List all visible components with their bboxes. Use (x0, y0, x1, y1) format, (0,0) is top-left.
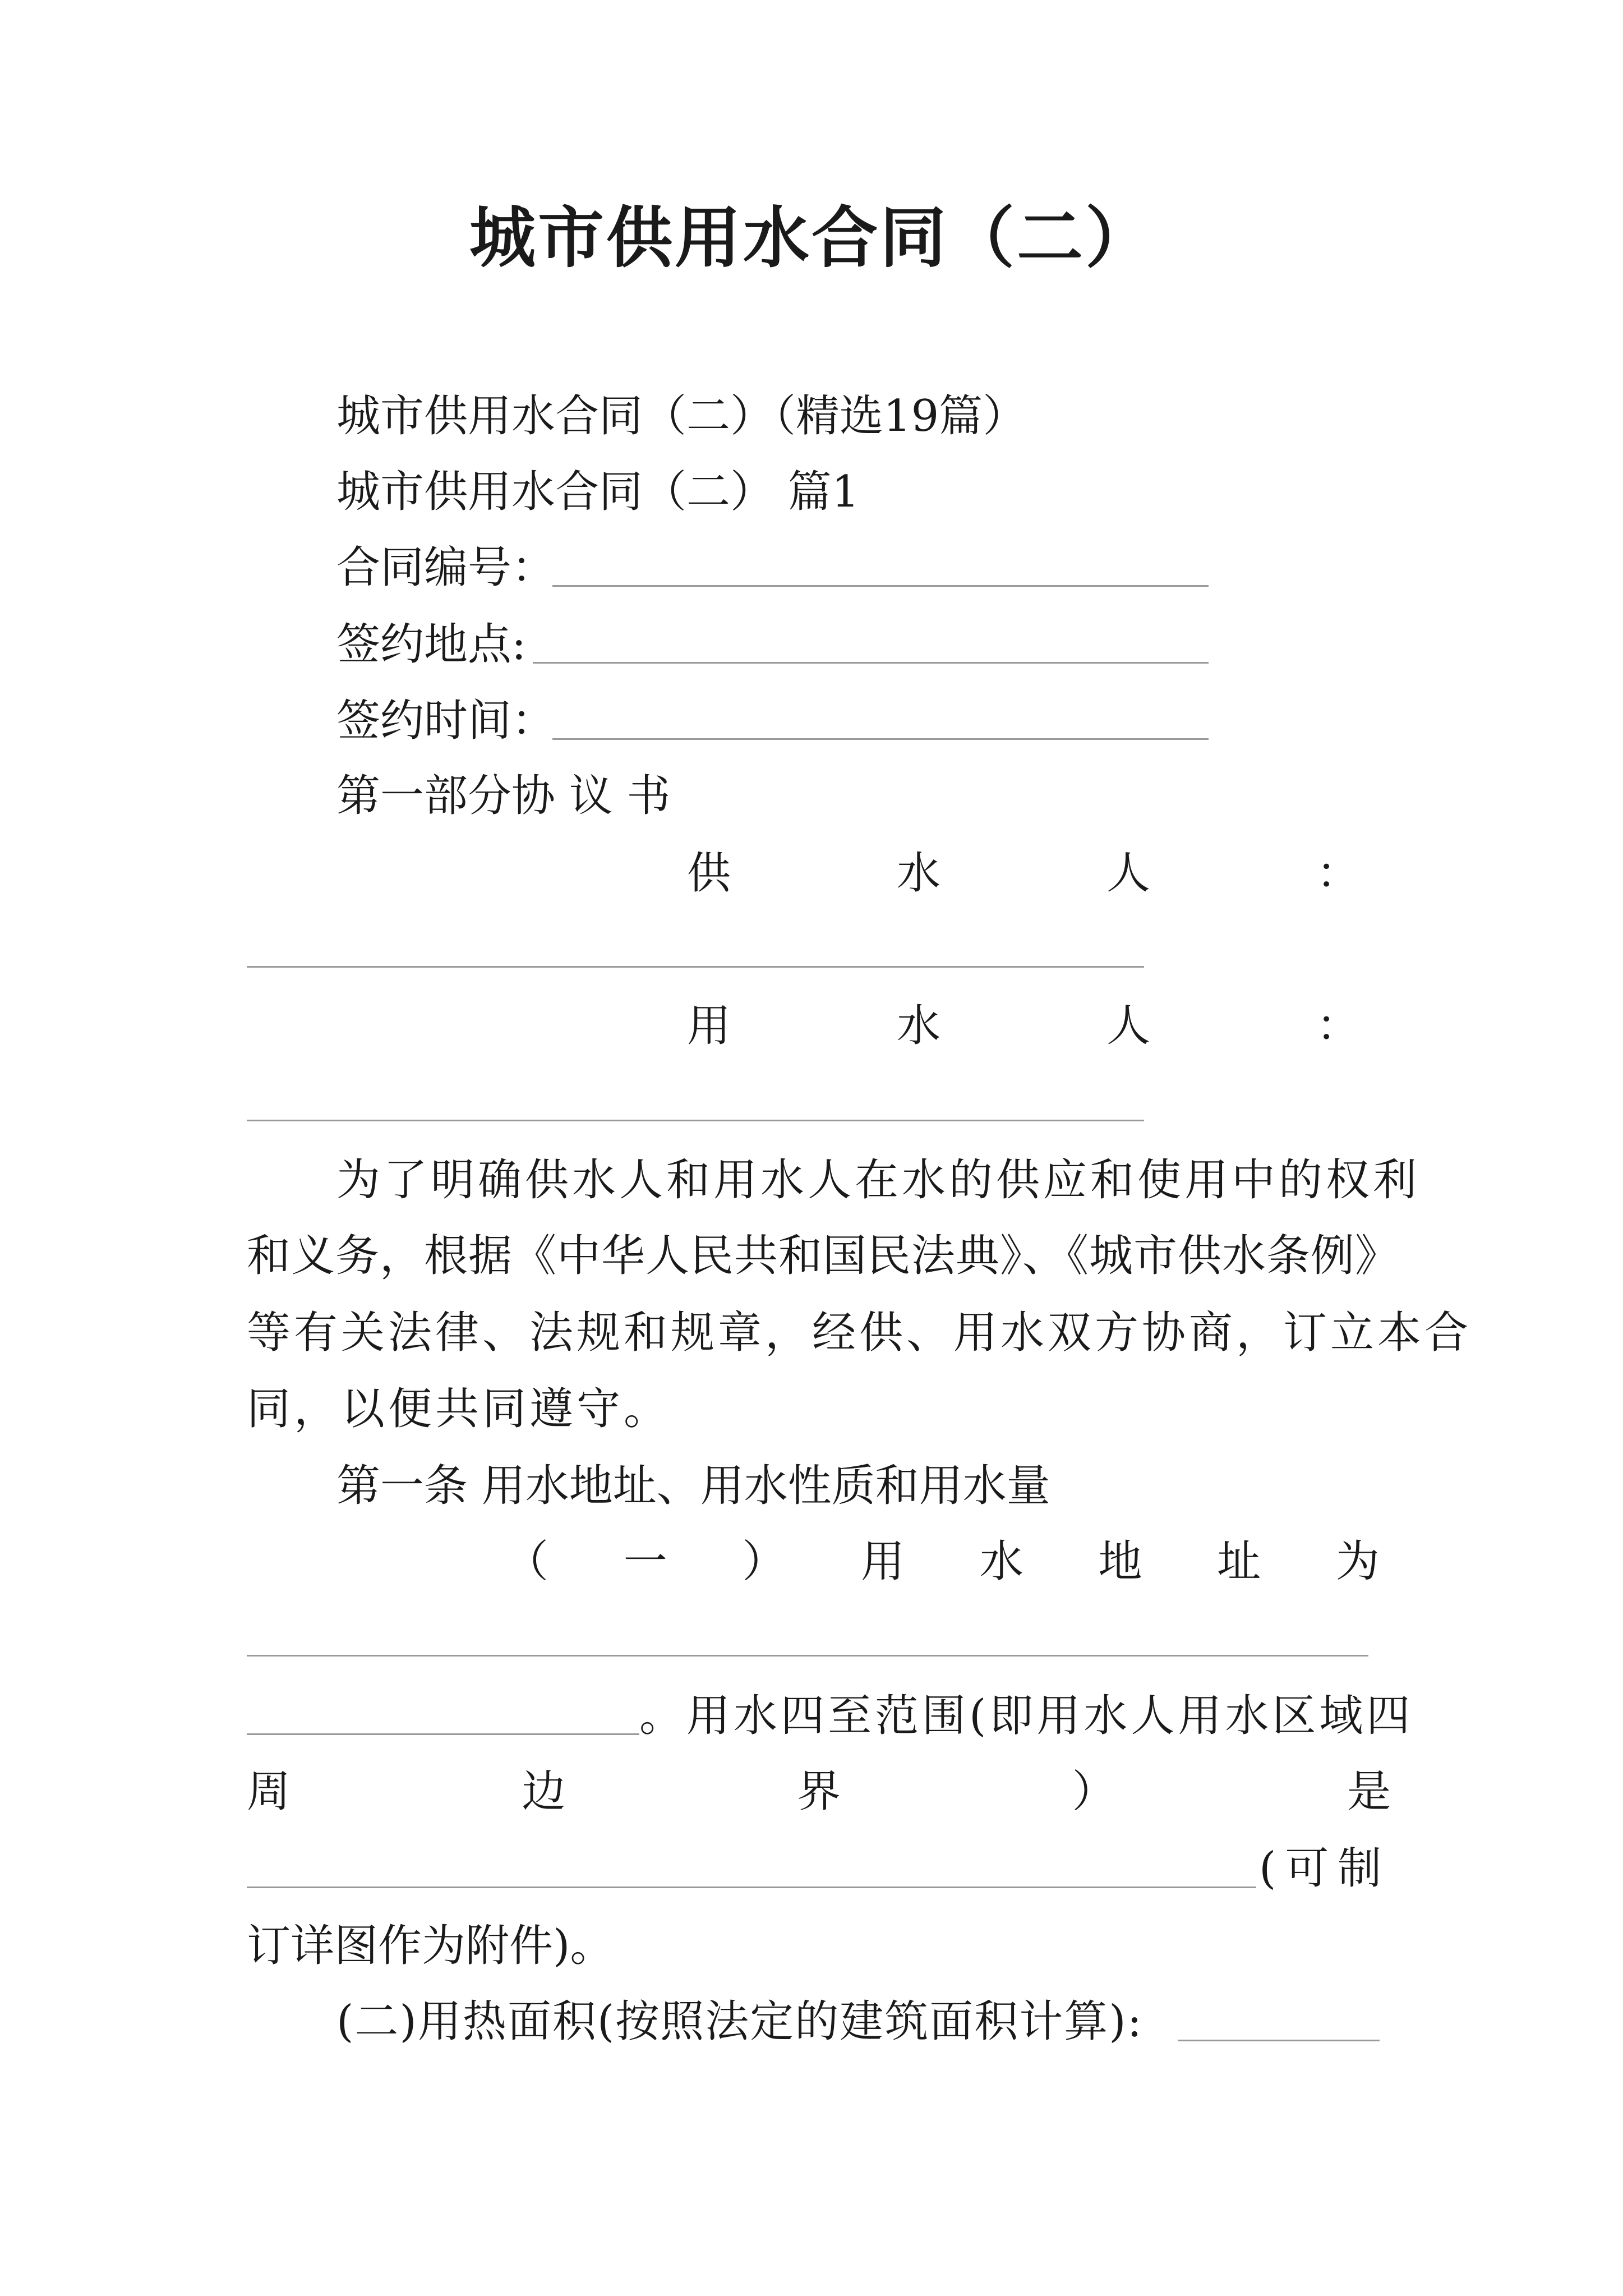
scope-text: 。用水四至范围(即用水人用水区域四 (639, 1691, 1414, 1741)
address-char: 用 (861, 1536, 905, 1587)
user-char: 用 (687, 1001, 731, 1051)
address-char: 一 (623, 1536, 667, 1587)
drawing-note: (可制 (1259, 1843, 1391, 1894)
supplier-label (687, 848, 1360, 899)
supplier-blank[interactable] (247, 966, 1144, 968)
supplier-char: 水 (896, 848, 940, 899)
heating-area-label: (二)用热面积(按照法定的建筑面积计算): (336, 1996, 1144, 2047)
heating-area-blank[interactable] (1178, 2040, 1380, 2041)
address-char: ） (742, 1536, 786, 1587)
boundary-label (247, 1766, 1391, 1817)
part-one-heading: 第一部分协 议 书 (336, 771, 671, 821)
address-label (505, 1536, 1380, 1587)
contract-no-blank[interactable] (552, 585, 1209, 587)
user-char: 水 (896, 1001, 940, 1051)
user-blank[interactable] (247, 1120, 1144, 1121)
boundary-char: 周 (247, 1766, 291, 1817)
supplier-char: 人 (1106, 848, 1150, 899)
boundary-char: 是 (1347, 1766, 1391, 1817)
address-char: 水 (979, 1536, 1023, 1587)
address-blank-continued[interactable] (247, 1733, 639, 1735)
drawing-note-end: 订详图作为附件)。 (247, 1921, 614, 1971)
address-char: 地 (1098, 1536, 1142, 1587)
sign-place-label: 签约地点: (336, 619, 527, 670)
boundary-blank[interactable] (247, 1887, 1256, 1888)
sign-place-blank[interactable] (533, 662, 1209, 664)
user-char: ： (1316, 1001, 1360, 1051)
supplier-char: ： (1316, 848, 1360, 899)
intro-line: 同，以便共同遵守。 (247, 1384, 671, 1434)
intro-line: 和义务，根据《中华人民共和国民法典》、《城市供水条例》 (247, 1231, 1400, 1281)
user-char: 人 (1106, 1001, 1150, 1051)
address-blank[interactable] (247, 1655, 1368, 1657)
section-heading: 城市供用水合同（二） 篇1 (336, 467, 860, 517)
sign-time-blank[interactable] (552, 738, 1209, 740)
article-heading: 第一条 用水地址、用水性质和用水量 (336, 1461, 1050, 1511)
sign-time-label: 签约时间： (336, 696, 556, 746)
boundary-char: 界 (796, 1766, 841, 1817)
boundary-char: ） (1072, 1766, 1116, 1817)
address-char: （ (505, 1536, 549, 1587)
intro-line: 等有关法律、法规和规章，经供、用水双方协商，订立本合 (247, 1308, 1472, 1358)
contract-no-label: 合同编号： (336, 542, 556, 593)
document-title: 城市供用水合同（二） (469, 199, 1154, 277)
document-subtitle: 城市供用水合同（二）（精选19篇） (336, 391, 1027, 441)
user-label (687, 1001, 1360, 1051)
address-char: 址 (1217, 1536, 1261, 1587)
intro-line: 为了明确供水人和用水人在水的供应和使用中的权利 (336, 1155, 1421, 1205)
supplier-char: 供 (687, 848, 731, 899)
address-char: 为 (1335, 1536, 1380, 1587)
boundary-char: 边 (522, 1766, 566, 1817)
